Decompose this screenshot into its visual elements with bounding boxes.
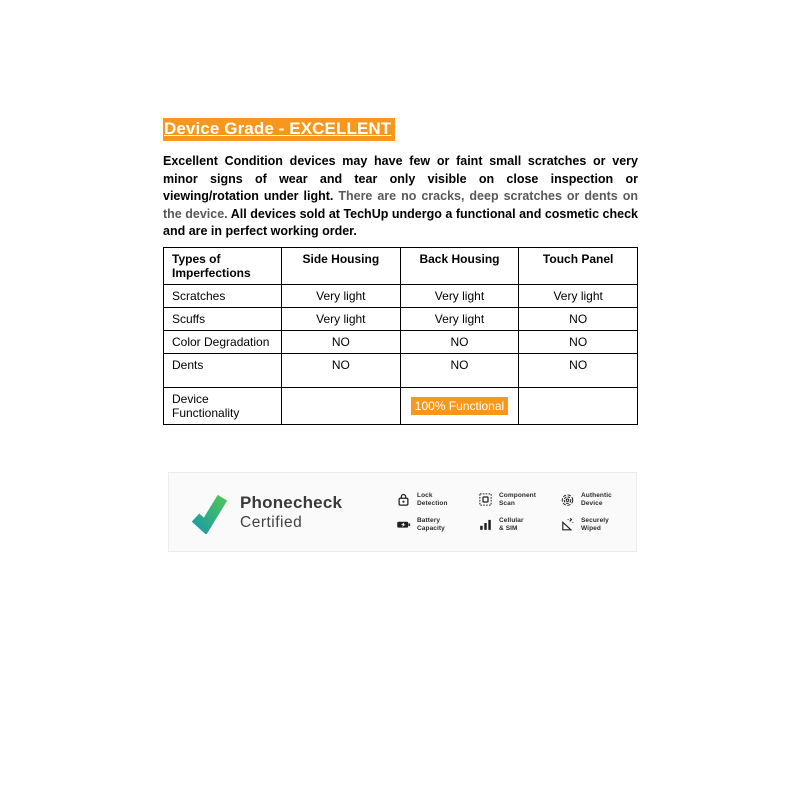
certification-features <box>396 492 620 532</box>
table-cell-empty <box>519 387 638 424</box>
table-cell: Very light <box>400 307 519 330</box>
table-cell <box>400 387 519 424</box>
feature-label <box>499 517 524 532</box>
col-header-types-of-imperfections: Types of Imperfections <box>164 247 282 284</box>
page-title-line <box>163 105 638 142</box>
feature-label <box>581 517 609 532</box>
feature-label-line1: Cellular <box>499 517 524 524</box>
feature-securely-wiped <box>560 517 620 532</box>
feature-label <box>499 492 536 507</box>
feature-label-line1: Securely <box>581 517 609 524</box>
feature-label-line1: Lock <box>417 492 433 499</box>
table-cell: NO <box>282 353 401 387</box>
table-row-scratches <box>164 284 638 307</box>
table-cell: NO <box>519 307 638 330</box>
feature-label-line2: Detection <box>417 499 448 507</box>
checkmark-logo-icon <box>190 490 228 534</box>
table-cell: Very light <box>400 284 519 307</box>
row-label: Device Functionality <box>164 387 282 424</box>
component-scan-icon <box>478 492 493 507</box>
feature-battery-capacity <box>396 517 456 532</box>
feature-label <box>417 492 448 507</box>
lock-icon <box>396 492 411 507</box>
table-row-scuffs <box>164 307 638 330</box>
row-label: Dents <box>164 353 282 387</box>
feature-label-line2: Scan <box>499 499 515 507</box>
table-row-device-functionality <box>164 387 638 424</box>
table-header-row <box>164 247 638 284</box>
description-paragraph <box>163 153 638 241</box>
table-cell: Very light <box>519 284 638 307</box>
table-cell: NO <box>519 353 638 387</box>
description-part-black-1: Excellent Condition devices may have few or faint small scratches or very minor signs of wear and tear only visible on close inspection or viewing/rotation under light. <box>163 154 638 203</box>
table-row-dents <box>164 353 638 387</box>
row-label: Color Degradation <box>164 330 282 353</box>
document-content <box>163 105 638 425</box>
feature-authentic-device <box>560 492 620 507</box>
feature-label-line2: & SIM <box>499 524 518 532</box>
col-header-back-housing: Back Housing <box>400 247 519 284</box>
row-label: Scuffs <box>164 307 282 330</box>
table-cell: NO <box>400 330 519 353</box>
table-cell-empty <box>282 387 401 424</box>
table-cell: NO <box>519 330 638 353</box>
feature-component-scan <box>478 492 538 507</box>
row-label: Scratches <box>164 284 282 307</box>
phonecheck-certified-banner <box>168 472 637 552</box>
securely-wiped-icon <box>560 517 575 532</box>
fingerprint-icon <box>560 492 575 507</box>
feature-label-line2: Device <box>581 499 603 507</box>
feature-label <box>417 517 445 532</box>
description-part-black-2: All devices sold at TechUp undergo a functional and cosmetic check and are in perfect working order. <box>163 206 638 238</box>
feature-cellular-sim <box>478 517 538 532</box>
imperfections-table <box>163 247 638 425</box>
brand-name: Phonecheck <box>240 492 343 512</box>
page-title: Device Grade - EXCELLENT <box>163 118 395 141</box>
feature-lock-detection <box>396 492 456 507</box>
feature-label-line1: Authentic <box>581 492 612 499</box>
table-cell: NO <box>400 353 519 387</box>
brand-subtitle: Certified <box>240 513 303 531</box>
battery-icon <box>396 517 411 532</box>
col-header-side-housing: Side Housing <box>282 247 401 284</box>
phonecheck-logo <box>190 490 342 534</box>
brand-text <box>240 493 342 532</box>
feature-label <box>581 492 612 507</box>
feature-label-line1: Battery <box>417 517 441 524</box>
feature-label-line1: Component <box>499 492 537 499</box>
functional-badge: 100% Functional <box>411 397 508 415</box>
table-cell: Very light <box>282 284 401 307</box>
table-row-color-degradation <box>164 330 638 353</box>
table-cell: Very light <box>282 307 401 330</box>
feature-label-line2: Wiped <box>581 524 601 532</box>
col-header-touch-panel: Touch Panel <box>519 247 638 284</box>
table-cell: NO <box>282 330 401 353</box>
description-part-gray: There are no cracks, deep scratches or dents on the device. <box>163 189 638 221</box>
signal-bars-icon <box>478 517 493 532</box>
feature-label-line2: Capacity <box>417 524 445 532</box>
